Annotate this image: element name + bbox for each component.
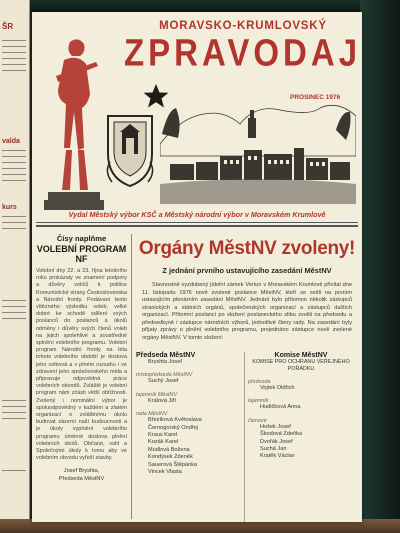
article-subhead: Z jednání prvního ustavujícího zasedání MěstNV: [162, 266, 332, 275]
council-member: Černogorský Ondřej: [148, 424, 199, 431]
chair-name: Bryshta Josef: [148, 359, 182, 365]
commission-member: Škodová Zdeňka: [260, 431, 302, 438]
publisher-line: Vydal Městský výbor KSČ a Městský národní výbor v Moravském Krumlově: [68, 210, 326, 219]
issue-date: PROSINEC 1976: [290, 94, 341, 101]
commissions-list: [248, 352, 354, 461]
secretary-name: Králová Jiří: [148, 397, 176, 404]
sidebar-heading-program: VOLEBNÍ PROGRAM NF: [36, 244, 127, 264]
adjacent-page-fragment: ŠR: [2, 22, 14, 31]
sidebar-body: Volební dny 22. a 23. října letošního roku prokázaly ve znamení podpory a důvěry voličů k politice Komunistické strany Československa a Národní fronty. Podávaní tento vítězného výsledku voleb, velké dobré ke schodě sdílení svých poslanců do poslanců a úkolů odměny i důvěry svých členů voleb na jejich spolehlivé a soustředné splnění volebního programu. Volební program Národní fronty na léta tohoto volebního období je doslova jeho celková a v plném rozsahu i ve zdravení jeho společenského měla a připravuje odpovědná práce volebních obvodů. Zvláště je volební program nám zčásti větší obtížnosti. Zvolený i nominální výbor je spoluodpovědný v každém a zlatém organizací o zvláštnímu úkolu budovat zázemí naší budoucnosti a je úkoly vyplnění volebního programu úměrné doslova plnění volebních úkolů. Občané, volit a Společnými úkoly k tomu aby ve volebním obvodu vyřeší stavby.: [36, 268, 127, 462]
commissions-title: Komise MěstNV: [274, 352, 328, 359]
sidebar-signature-name: Josef Bryshta,: [63, 468, 100, 475]
masthead-town: MORAVSKO-KRUMLOVSKÝ: [159, 20, 327, 32]
council-label: rada MěstNV: [136, 411, 168, 418]
sidebar-article: [36, 234, 132, 519]
council-member: Kondýsek Zdeněk: [148, 454, 193, 461]
secretary-label: tajemník MěstNV: [136, 391, 178, 398]
deputy-label: místopředseda MěstNV: [136, 372, 193, 379]
presidium-title: Předseda MěstNV: [136, 352, 196, 359]
commission-chair-label: předseda: [248, 379, 271, 385]
newsletter-page: [32, 12, 362, 522]
adjacent-page-fragment: kurs: [2, 204, 17, 211]
presidium-list: [136, 352, 242, 476]
town-crest-illustration: [104, 110, 156, 190]
council-member: Kraus Karel: [148, 432, 178, 439]
binder-spine: [360, 0, 400, 533]
commission-members-label: členové: [248, 417, 267, 424]
officials-lists: [136, 352, 358, 522]
commission-member: Hošek Josef: [260, 423, 291, 430]
adjacent-page: [0, 0, 30, 533]
sidebar-heading: Čísy naplňme: [56, 234, 107, 243]
binder-cover: [30, 0, 360, 12]
column-divider: [244, 352, 245, 522]
sidebar-signature-role: Předseda MěstNV: [58, 475, 105, 482]
deputy-name: Suchý Josef: [148, 378, 179, 385]
adjacent-page-fragment: valda: [2, 138, 20, 145]
masthead-rule: [36, 225, 358, 227]
article-headline: Orgány MěstNV zvoleny!: [138, 238, 356, 259]
commission-secretary-label: tajemník: [248, 398, 269, 405]
commission-name: KOMISE PRO OCHRANU VEŘEJNÉHO POŘÁDKU: [252, 359, 350, 372]
council-member: Sauerová Štěpánka: [148, 461, 198, 468]
commission-member: Kratěk Václav: [260, 453, 295, 460]
masthead-title: ZPRAVODAJ: [124, 31, 362, 74]
commission-member: Dvořák Josef: [260, 438, 293, 445]
commission-secretary-name: Hudičková Anna: [260, 404, 301, 411]
council-member: Březíková Květoslava: [148, 417, 202, 424]
commission-member: Suchá Jan: [260, 446, 287, 453]
commission-chair-name: Vojtek Oldřich: [260, 385, 295, 391]
soldier-statue-illustration: [36, 32, 108, 212]
council-member: Mudlová Božena: [148, 446, 190, 453]
council-member: Vincek Vlasta: [148, 469, 182, 476]
town-panorama-illustration: [160, 104, 356, 204]
article-intro: Slavnostně vyzdobený jídelní zámek Vertun v Moravském Krumlově přivítal dne 11. listopadu 1976 nově zvolené poslance MěstNV, kteří se sešli na prvním ustavujícím plenárním zasedání MěstNV. Jednání bylo přítomno několik zástupců stranických a státních orgánů, společenských organizací a zástupců dalších organizací. Přítomní poslanci po složení poslaneckého slibu zvolili na předsedu a předsedkyně i zástupce národních výborů, jednotlivé členy rady. Na zasedání byly přijaty zprávy o plnění volebního programu, projednáno zástupce nově zvolené orgány MěstNV. V tomto složení:: [142, 282, 352, 341]
masthead-rule: [36, 222, 358, 223]
council-member: Kozák Karel: [148, 439, 179, 446]
main-article: [136, 234, 358, 519]
